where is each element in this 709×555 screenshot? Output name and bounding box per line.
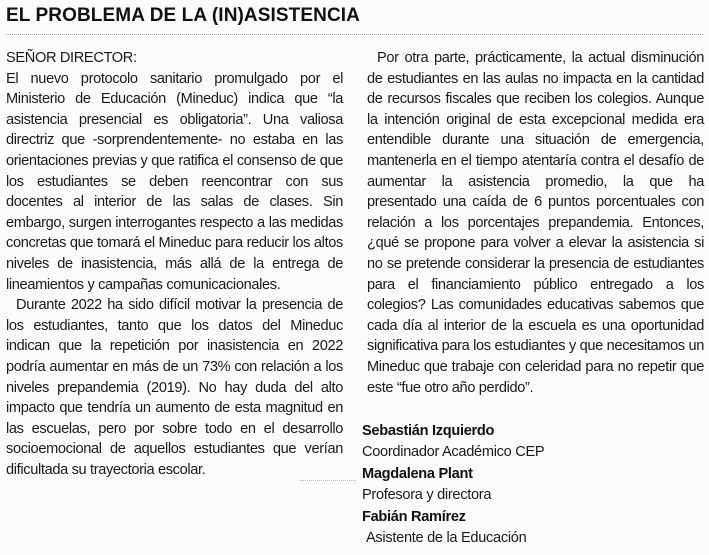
headline-divider [6,34,703,36]
salutation: SEÑOR DIRECTOR: [6,50,137,66]
column-end-divider [300,480,356,482]
signatory-name: Sebastián Izquierdo [362,423,495,439]
headline: EL PROBLEMA DE LA (IN)ASISTENCIA [6,5,361,26]
signatory-role: Profesora y directora [362,487,492,504]
signatory-role: Coordinador Académico CEP [362,444,545,461]
signatory-role: Asistente de la Educación [366,530,527,547]
paragraph-1 [6,48,343,295]
paragraph-3: Por otra parte, prácticamente, la actual disminución de estudiantes en las aulas no impacta en la cantidad de recursos fiscales que reciben los colegios. Aunque la intención original de esta excepcional medida era entendible durante una situación de emergencia, mantenerla en el tiempo atentaría contra el desafío de aumentar la asistencia promedio, la que ha presentado una caída de 6 puntos porcentuales con relación a los porcentajes prepandemia. Entonces, ¿qué se propone para volver a elevar la asistencia si no se pretende considerar la presencia de estudiantes para el financiamiento público entregado a los colegios? Las comunidades educativas sabemos que cada día al interior de la escuela es una oportunidad significativa para los estudiantes y que necesitamos un Mineduc que trabaje con celeridad para no repetir que este “fue otro año perdido”. [367,50,704,396]
right-column [367,48,704,398]
paragraph-2: Durante 2022 ha sido difícil motivar la presencia de los estudiantes, tanto que los datos del Mineduc indican que la repetición por inasistencia en 2022 podría aumentar en más de un 73% con relación a los niveles prepandemia (2019). No hay duda del alto impacto que tendría un aumento de esta magnitud en las escuelas, pero por sobre todo en el desarrollo socioemocional de aquellos estudiantes que verían dificultada su trayectoria escolar. [6,297,343,478]
left-column [6,48,343,480]
signatory-name: Fabián Ramírez [362,508,466,525]
paragraph-1-text: El nuevo protocolo sanitario promulgado por el Ministerio de Educación (Mineduc) indica que “la asistencia presencial es obligatoria”. Una valiosa directriz que -sorprendentemente- no estaba en las orientaciones previas y que ratifica el consenso de que los estudiantes se deben reencontrar con sus docentes al interior de las salas de clases. Sin embargo, surgen interrogantes respecto a las medidas concretas que tomará el Mineduc para reducir los altos niveles de inasistencia, más allá de la entrega de lineamientos y campañas comunicacionales. [6,70,343,293]
signatory-name: Magdalena Plant [362,465,473,482]
signature-block [362,421,544,549]
